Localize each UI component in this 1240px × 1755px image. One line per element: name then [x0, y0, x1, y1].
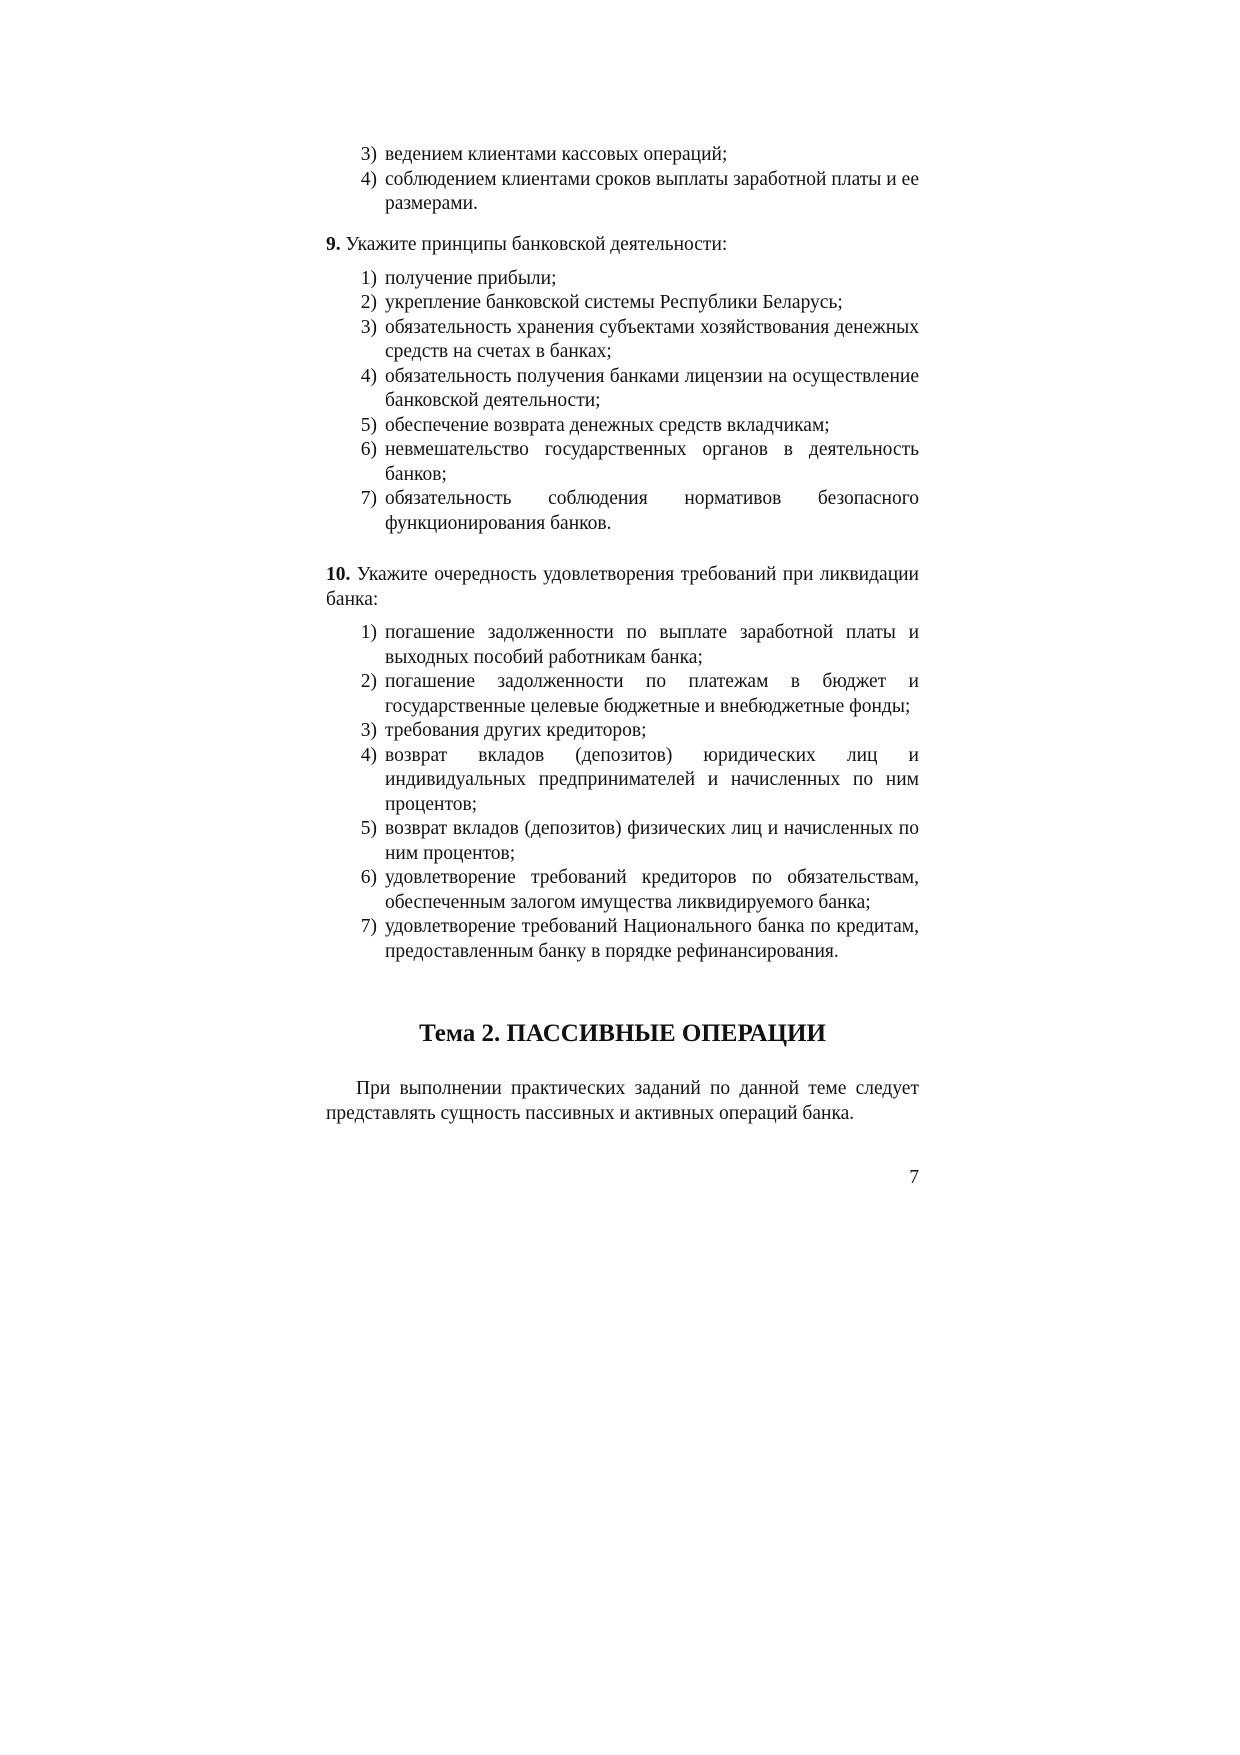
item-text: удовлетворение требований кредиторов по обязательствам, обеспеченным залогом имущества ликвидируемого банка;: [385, 867, 919, 913]
item-text: ведением клиентами кассовых операций;: [385, 144, 728, 165]
list-item: [326, 621, 919, 670]
list-item: [326, 291, 919, 316]
item-number: 6): [360, 867, 377, 888]
question-10-text: Укажите очередность удовлетворения требований при ликвидации банка:: [326, 564, 919, 610]
item-text: получение прибыли;: [385, 267, 557, 289]
question-9-list: [326, 267, 919, 537]
item-number: 1): [360, 622, 377, 643]
item-number: 3): [360, 316, 377, 338]
item-number: 7): [360, 916, 377, 937]
section-paragraph: При выполнении практических заданий по данной теме следует представлять сущность пассивных и активных операций банка.: [326, 1078, 919, 1124]
item-number: 5): [360, 414, 377, 436]
item-number: 4): [360, 744, 377, 766]
list-item: [326, 487, 919, 536]
item-text: возврат вкладов (депозитов) физических лиц и начисленных по ним процентов;: [385, 818, 919, 864]
list-item: [326, 365, 919, 414]
intro-list-block: [326, 143, 919, 217]
list-item: [326, 719, 919, 744]
item-number: 4): [360, 168, 377, 190]
list-item: [326, 744, 919, 818]
item-text: удовлетворение требований Национального банка по кредитам, предоставленным банку в порядке рефинансирования.: [385, 916, 919, 962]
question-9-block: [326, 233, 919, 536]
item-number: 3): [360, 720, 377, 741]
item-text: погашение задолженности по платежам в бюджет и государственные целевые бюджетные и внебюджетные фонды;: [385, 671, 919, 717]
item-number: 2): [360, 292, 377, 313]
list-item: [326, 866, 919, 915]
item-number: 7): [360, 488, 377, 509]
question-10-number: 10.: [326, 564, 351, 585]
list-item: [326, 168, 919, 217]
item-text: обязательность соблюдения нормативов безопасного функционирования банков.: [385, 488, 919, 534]
list-item: [326, 670, 919, 719]
item-text: обязательность хранения субъектами хозяйствования денежных средств на счетах в банках;: [385, 316, 919, 362]
item-text: укрепление банковской системы Республики Беларусь;: [385, 292, 843, 313]
list-item: [326, 414, 919, 439]
list-item: [326, 143, 919, 168]
question-9-heading: [326, 233, 919, 258]
item-number: 4): [360, 365, 377, 387]
question-9-number: 9.: [326, 234, 341, 255]
question-10-block: [326, 563, 919, 964]
item-number: 1): [360, 267, 377, 289]
list-item: [326, 915, 919, 964]
list-item: [326, 438, 919, 487]
item-text: соблюдением клиентами сроков выплаты заработной платы и ее размерами.: [385, 168, 919, 214]
item-number: 3): [360, 144, 377, 165]
item-number: 2): [360, 671, 377, 692]
list-item: [326, 817, 919, 866]
item-number: 6): [360, 439, 377, 460]
item-text: невмешательство государственных органов в деятельность банков;: [385, 439, 919, 485]
list-item: [326, 316, 919, 365]
item-text: обеспечение возврата денежных средств вкладчикам;: [385, 414, 830, 436]
section-title: Тема 2. ПАССИВНЫЕ ОПЕРАЦИИ: [419, 1020, 826, 1047]
question-10-list: [326, 621, 919, 964]
list-item: [326, 267, 919, 292]
item-text: обязательность получения банками лицензии на осуществление банковской деятельности;: [385, 365, 919, 411]
question-9-text: Укажите принципы банковской деятельности:: [345, 234, 728, 255]
item-text: требования других кредиторов;: [385, 720, 647, 741]
item-text: погашение задолженности по выплате заработной платы и выходных пособий работникам банка;: [385, 622, 919, 668]
question-10-heading: [326, 563, 919, 612]
item-text: возврат вкладов (депозитов) юридических лиц и индивидуальных предпринимателей и начисленных по ним процентов;: [385, 744, 919, 815]
item-number: 5): [360, 818, 377, 839]
page-number: 7: [909, 1167, 919, 1188]
intro-list: [326, 143, 919, 217]
